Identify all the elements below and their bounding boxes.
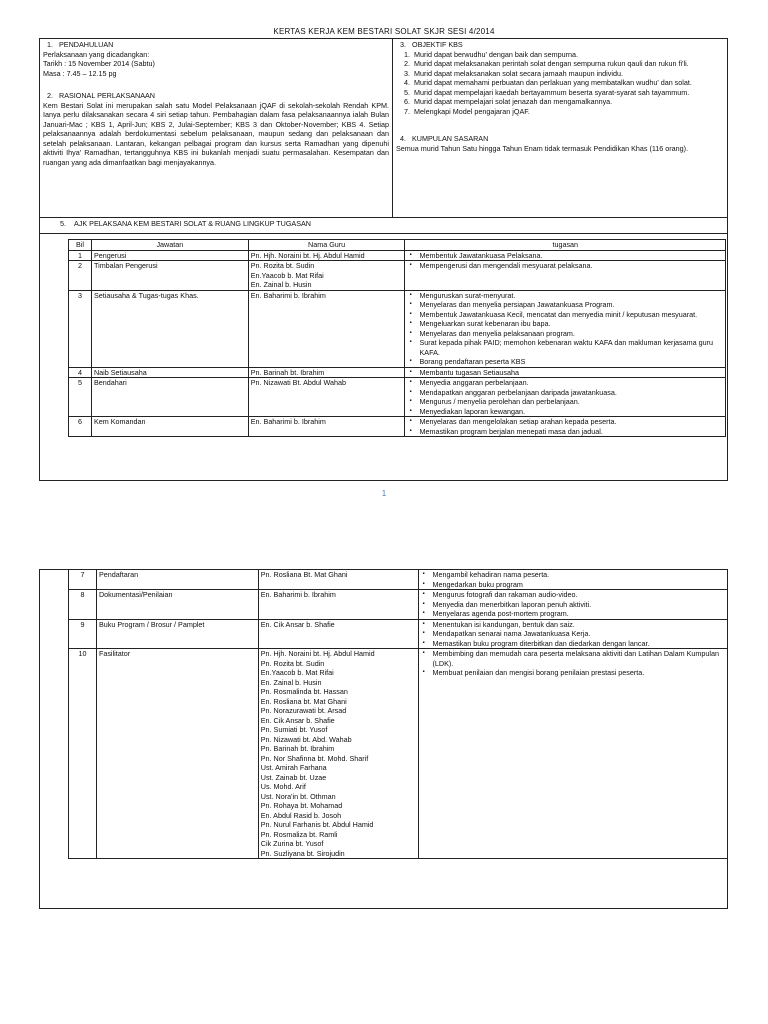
objective-number: 2.: [404, 59, 410, 68]
section-2-heading: [43, 91, 389, 101]
task-item: [407, 397, 723, 407]
cell-jawatan: Naib Setiausaha: [91, 367, 248, 378]
cell-nama-guru: [258, 649, 418, 859]
table-row: [69, 590, 728, 620]
task-text: Membentuk Jawatankuasa Kecil, mencatat dan menyedia minit / keputusan mesyuarat.: [419, 309, 698, 319]
task-text: Menyelaras dan mengelolakan setiap arahan kepada peserta.: [419, 417, 617, 426]
bullet-icon: ▪: [422, 580, 425, 587]
section-number: 4.: [400, 134, 406, 143]
task-item: [407, 319, 723, 329]
teacher-name: Ust. Zainab bt. Uzae: [260, 772, 327, 782]
document-title: KERTAS KERJA KEM BESTARI SOLAT SKJR SESI 4/2014: [273, 27, 495, 36]
bullet-icon: ▪: [409, 329, 412, 336]
objective-number: 5.: [404, 87, 410, 97]
objective-number: 3.: [404, 68, 410, 78]
teacher-name: Pn. Rozita bt. Sudin: [250, 261, 315, 270]
task-text: Mendapatkan senarai nama Jawatankuasa Kerja.: [432, 629, 591, 638]
cell-bil: 10: [69, 649, 97, 859]
cell-nama-guru: [248, 261, 405, 291]
bullet-icon: ▪: [409, 310, 412, 317]
cell-bil: 6: [69, 417, 92, 437]
cell-tugasan: [405, 378, 726, 417]
teacher-name: Pn. Rosmalinda bt. Hassan: [260, 687, 348, 696]
task-item: [407, 338, 723, 357]
teacher-name: Pn. Sumiati bt. Yusof: [260, 725, 328, 734]
task-text: Menentukan isi kandungan, bentuk dan saiz.: [432, 619, 575, 629]
section-title: OBJEKTIF KBS: [412, 40, 463, 49]
task-item: [407, 417, 723, 427]
bullet-icon: ▪: [422, 639, 425, 646]
cell-tugasan: [405, 417, 726, 437]
teacher-name: En. Cik Ansar b. Shafie: [260, 619, 335, 629]
objective-item: [396, 50, 724, 60]
task-text: Menyelaras dan menyelia persiapan Jawatankuasa Program.: [419, 300, 615, 309]
section-title: AJK PELAKSANA KEM BESTARI SOLAT & RUANG LINGKUP TUGASAN: [74, 219, 311, 228]
table-header-row: [69, 240, 726, 251]
section-number: 2.: [47, 91, 53, 100]
teacher-name: Pn. Suzliyana bt. Sirojudin: [260, 848, 345, 858]
task-text: Membuat penilaian dan mengisi borang penilaian prestasi peserta.: [432, 668, 645, 677]
teacher-name: En. Zainal b. Husin: [250, 280, 312, 289]
teacher-name: Ust. Amirah Farhana: [260, 763, 327, 772]
task-item: [421, 668, 725, 678]
cell-nama-guru: [258, 619, 418, 649]
table-row: [69, 649, 728, 859]
task-text: Menyediakan laporan kewangan.: [419, 406, 525, 416]
cell-tugasan: [405, 250, 726, 261]
task-text: Membimbing dan memudah cara peserta melaksana aktiviti dan Latihan Dalam Kumpulan (LDK).: [432, 649, 719, 668]
task-item: [407, 291, 723, 301]
bullet-icon: ▪: [422, 630, 425, 636]
objective-text: Murid dapat berwudhu' dengan baik dan sempurna.: [414, 49, 578, 59]
task-text: Mengurus / menyelia perolehan dan perbelanjaan.: [419, 397, 580, 406]
page-number: 1: [381, 489, 387, 498]
teacher-name: En. Rosliana bt. Mat Ghani: [260, 696, 347, 706]
task-item: [407, 427, 723, 437]
bullet-icon: ▪: [422, 600, 425, 607]
cell-tugasan: [405, 367, 726, 378]
section-title: PENDAHULUAN: [59, 40, 114, 49]
bullet-icon: ▪: [409, 301, 412, 307]
section-number: 5.: [60, 219, 66, 228]
teacher-name: Cik Zurina bt. Yusof: [260, 839, 324, 848]
task-item: [421, 580, 725, 590]
cell-bil: 8: [69, 590, 97, 620]
bullet-icon: ▪: [409, 388, 412, 395]
teacher-name: En.Yaacob b. Mat Rifai: [250, 270, 324, 280]
table-row: [69, 417, 726, 437]
bullet-icon: ▪: [422, 620, 425, 627]
section-title: RASIONAL PERLAKSANAAN: [59, 91, 155, 100]
section-title: KUMPULAN SASARAN: [412, 134, 489, 143]
table-row: [69, 378, 726, 417]
task-text: Surat kepada pihak PAID; memohon kebenaran waktu KAFA dan makluman kerjasama guru KAFA.: [419, 338, 714, 357]
cell-tugasan: [418, 590, 727, 620]
objective-text: Murid dapat mempelajari solat jenazah dan mengamalkannya.: [414, 97, 613, 106]
task-text: Menyelaras agenda post-mortem program.: [432, 609, 569, 618]
task-item: [421, 629, 725, 639]
cell-jawatan: Pengerusi: [91, 250, 248, 261]
bullet-icon: ▪: [422, 610, 425, 616]
task-item: [421, 649, 725, 668]
bullet-icon: ▪: [409, 320, 412, 326]
task-item: [407, 310, 723, 320]
teacher-name: En. Zainal b. Husin: [260, 677, 322, 687]
cell-jawatan: Pendaftaran: [96, 570, 258, 590]
cell-bil: 1: [69, 250, 92, 261]
table-row: [69, 250, 726, 261]
cell-jawatan: Dokumentasi/Penilaian: [96, 590, 258, 620]
cell-nama-guru: [258, 590, 418, 620]
task-text: Menyedia anggaran perbelanjaan.: [419, 378, 529, 387]
cell-nama-guru: [248, 367, 405, 378]
bullet-icon: ▪: [422, 571, 425, 577]
section-5-heading: [40, 218, 727, 234]
task-item: [407, 300, 723, 310]
committee-table-page-1: [68, 239, 726, 437]
task-item: [407, 378, 723, 388]
objective-number: 7.: [404, 106, 410, 116]
task-text: Mendapatkan anggaran perbelanjaan daripada jawatankuasa.: [419, 387, 617, 397]
task-text: Menguruskan surat-menyurat.: [419, 290, 516, 300]
cell-bil: 2: [69, 261, 92, 291]
cell-bil: 9: [69, 619, 97, 649]
bullet-icon: ▪: [409, 418, 412, 424]
objective-item: [396, 59, 724, 69]
objective-text: Murid dapat mempelajari kaedah bertayammum beserta syarat-syarat sah tayammum.: [414, 87, 690, 97]
header-jawatan: Jawatan: [91, 240, 248, 251]
teacher-name: Pn. Norazurawati bt. Arsad: [260, 706, 347, 715]
objective-number: 1.: [404, 49, 410, 59]
cell-jawatan: Timbalan Pengerusi: [91, 261, 248, 291]
task-item: [407, 357, 723, 367]
table-row: [69, 261, 726, 291]
cell-tugasan: [418, 570, 727, 590]
table-row: [69, 570, 728, 590]
task-text: Memastikan program berjalan menepati masa dan jadual.: [419, 426, 603, 436]
task-text: Mempengerusi dan mengendali mesyuarat pelaksana.: [419, 261, 593, 270]
cell-tugasan: [418, 649, 727, 859]
section-number: 3.: [400, 40, 406, 49]
task-item: [421, 600, 725, 610]
section-3-heading: [396, 40, 724, 50]
cell-jawatan: Fasilitator: [96, 649, 258, 859]
bullet-icon: ▪: [409, 407, 412, 414]
date-line: Tarikh : 15 November 2014 (Sabtu): [43, 59, 155, 68]
cell-tugasan: [418, 619, 727, 649]
task-item: [421, 590, 725, 600]
left-column: [40, 39, 393, 218]
cell-nama-guru: [258, 570, 418, 590]
teacher-name: Pn. Nor Shafinna bt. Mohd. Sharif: [260, 753, 369, 763]
cell-jawatan: Buku Program / Brosur / Pamplet: [96, 619, 258, 649]
proposal-line: Perlaksanaan yang dicadangkan:: [43, 49, 150, 59]
objective-text: Murid dapat memahami perbuatan dan perlakuan yang membatalkan wudhu' dan solat.: [414, 78, 692, 87]
teacher-name: Pn. Nurul Farhanis bt. Abdul Hamid: [260, 820, 374, 829]
page-2-frame: [39, 569, 728, 909]
committee-table-page-2: [68, 569, 728, 859]
cell-tugasan: [405, 261, 726, 291]
section-1-heading: [43, 40, 389, 50]
task-text: Mengedarkan buku program: [432, 579, 523, 589]
objective-item: [396, 107, 724, 117]
teacher-name: Pn. Hjh. Noraini bt. Hj. Abdul Hamid: [250, 250, 365, 260]
teacher-name: Ust. Nora'in bt. Othman: [260, 791, 336, 801]
bullet-icon: ▪: [409, 251, 412, 258]
time-line: Masa : 7.45 – 12.15 pg: [43, 68, 117, 78]
teacher-name: Pn. Barinah bt. Ibrahim: [260, 744, 335, 753]
teacher-name: En. Baharimi b. Ibrahim: [260, 590, 336, 599]
section-4-heading: [396, 134, 724, 144]
objective-item: [396, 88, 724, 98]
task-item: [407, 261, 723, 271]
objective-item: [396, 97, 724, 107]
cell-nama-guru: [248, 378, 405, 417]
task-text: Mengeluarkan surat kebenaran ibu bapa.: [419, 319, 551, 328]
header-bil: Bil: [69, 240, 92, 251]
teacher-name: En. Abdul Rasid b. Josoh: [260, 810, 342, 820]
task-item: [421, 570, 725, 580]
bullet-icon: ▪: [409, 368, 412, 375]
cell-nama-guru: [248, 290, 405, 367]
bullet-icon: ▪: [409, 339, 412, 345]
cell-bil: 4: [69, 367, 92, 378]
objective-number: 4.: [404, 78, 410, 87]
cell-jawatan: Bendahari: [91, 378, 248, 417]
objective-text: Murid dapat melaksanakan solat secara jamaah maupun individu.: [414, 68, 623, 78]
table-row: [69, 290, 726, 367]
task-item: [407, 407, 723, 417]
objective-item: [396, 69, 724, 79]
cell-bil: 3: [69, 290, 92, 367]
cell-bil: 5: [69, 378, 92, 417]
task-text: Membentuk Jawatankuasa Pelaksana.: [419, 250, 543, 260]
header-tugasan: tugasan: [405, 240, 726, 251]
teacher-name: En. Baharimi b. Ibrahim: [250, 417, 326, 426]
teacher-name: En.Yaacob b. Mat Rifai: [260, 668, 334, 677]
cell-bil: 7: [69, 570, 97, 590]
teacher-name: Pn. Rosmaliza bt. Ramli: [260, 829, 338, 839]
bullet-icon: ▪: [409, 291, 412, 298]
task-item: [407, 251, 723, 261]
bullet-icon: ▪: [422, 591, 425, 597]
bullet-icon: ▪: [422, 669, 425, 675]
teacher-name: Pn. Rozita bt. Sudin: [260, 658, 325, 668]
cell-jawatan: Setiausaha & Tugas-tugas Khas.: [91, 290, 248, 367]
task-item: [421, 609, 725, 619]
bullet-icon: ▪: [422, 650, 425, 656]
page-1-frame: [39, 38, 728, 481]
teacher-name: En. Baharimi b. Ibrahim: [250, 290, 326, 300]
header-nama-guru: Nama Guru: [248, 240, 405, 251]
teacher-name: Pn. Hjh. Noraini bt. Hj. Abdul Hamid: [260, 649, 375, 658]
bullet-icon: ▪: [409, 427, 412, 434]
objective-list: [396, 50, 724, 117]
table-row: [69, 619, 728, 649]
target-group-paragraph: Semua murid Tahun Satu hingga Tahun Enam tidak termasuk Pendidikan Khas (116 orang).: [396, 143, 689, 153]
task-text: Menyelaras dan menyelia pelaksanaan program.: [419, 328, 575, 338]
task-text: Borang pendaftaran peserta KBS: [419, 357, 526, 366]
bullet-icon: ▪: [409, 398, 412, 404]
bullet-icon: ▪: [409, 262, 412, 268]
objective-text: Melengkapi Model pengajaran jQAF.: [414, 106, 530, 116]
objective-text: Murid dapat melaksanakan perintah solat dengan sempurna rukun qauli dan rukun fi'li.: [414, 59, 689, 68]
task-text: Mengambil kehadiran nama peserta.: [432, 570, 550, 579]
task-item: [421, 639, 725, 649]
teacher-name: Pn. Barinah bt. Ibrahim: [250, 367, 325, 377]
teacher-name: Us. Mohd. Arif: [260, 782, 306, 791]
bullet-icon: ▪: [409, 379, 412, 385]
task-text: Membantu tugasan Setiausaha: [419, 367, 519, 377]
task-text: Menyedia dan menerbitkan laporan penuh aktiviti.: [432, 599, 592, 609]
right-column: [393, 39, 727, 218]
section-number: 1.: [47, 40, 53, 49]
rationale-paragraph: Kem Bestari Solat ini merupakan salah satu Model Pelaksanaan jQAF di sekolah-sekolah Rendah KPM. Ianya perlu dilaksanakan secara 4 siri setiap tahun. Pembahagian dalam fasa pelaksanaannya ialah Bulan Januari-Mac ; KBS 1, April-Jun; KBS 2, Julai-September; KBS 3 dan Oktober-November; KBS 4. Setiap pelaksanaannya adalah berdokumentasi sebelum pelaksanaan, maupun sedang dan pelaksanaan dan setelah pelaksanaan. Lantaran, kekangan pelbagai program dan kursus serta Ramadhan yang dipenuhi aktiviti Ihya' Ramadhan, tertangguhnya KBS ini bukanlah menjadi suatu permasalahan. Kesempatan dan ruangan yang ada dimanfaatkan bagi menjayakannya.: [43, 100, 389, 167]
cell-nama-guru: [248, 417, 405, 437]
task-item: [407, 388, 723, 398]
task-text: Memastikan buku program diterbitkan dan diedarkan dengan lancar.: [432, 638, 650, 648]
cell-nama-guru: [248, 250, 405, 261]
cell-jawatan: Kem Komandan: [91, 417, 248, 437]
task-item: [421, 620, 725, 630]
bullet-icon: ▪: [409, 358, 412, 364]
teacher-name: Pn. Rohaya bt. Mohamad: [260, 801, 343, 810]
teacher-name: Pn. Rosliana Bt. Mat Ghani: [260, 570, 348, 579]
table-row: [69, 367, 726, 378]
task-item: [407, 368, 723, 378]
cell-tugasan: [405, 290, 726, 367]
objective-number: 6.: [404, 97, 410, 106]
task-item: [407, 329, 723, 339]
task-text: Mengurus fotografi dan rakaman audio-video.: [432, 590, 578, 599]
objective-item: [396, 78, 724, 88]
teacher-name: En. Cik Ansar b. Shafie: [260, 715, 335, 725]
teacher-name: Pn. Nizawati Bt. Abdul Wahab: [250, 378, 346, 387]
teacher-name: Pn. Nizawati bt. Abd. Wahab: [260, 734, 352, 744]
